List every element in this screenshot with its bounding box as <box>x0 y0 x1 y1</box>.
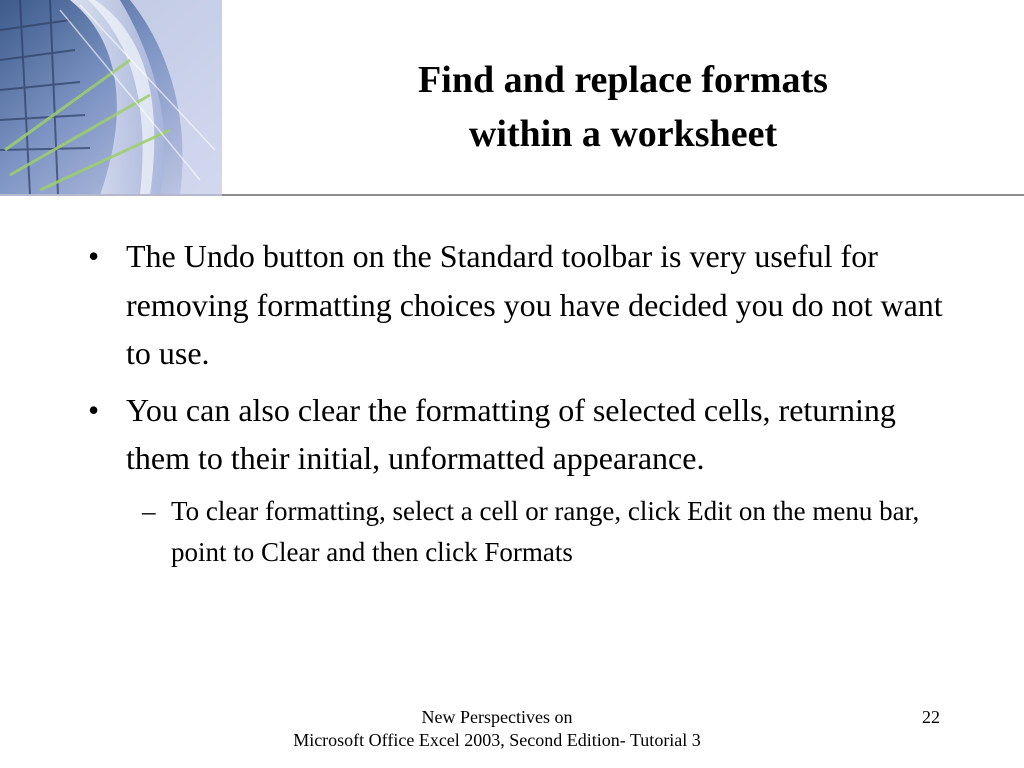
sub-bullet-marker: – <box>142 495 156 526</box>
bullet-text: You can also clear the formatting of selected cells, returning them to their initial, unformatted appearance. <box>126 391 896 476</box>
header-architecture-image <box>0 0 222 195</box>
header-divider-left <box>0 194 222 196</box>
bullet-marker: • <box>88 238 100 274</box>
page-number: 22 <box>922 707 940 727</box>
footer-line-2: Microsoft Office Excel 2003, Second Edition- Tutorial 3 <box>293 730 701 750</box>
footer-text <box>232 706 762 752</box>
slide-title <box>418 35 828 161</box>
slide-body <box>80 232 960 573</box>
footer-line-1: New Perspectives on <box>421 707 573 727</box>
sub-bullet-text: To clear formatting, select a cell or range, click Edit on the menu bar, point to Clear and then click Formats <box>171 495 920 567</box>
bullet-marker: • <box>88 391 100 428</box>
sub-bullet-item <box>80 491 960 573</box>
header-divider <box>222 194 1024 196</box>
bullet-item <box>80 232 960 378</box>
slide-title-line-1: Find and replace formats <box>418 58 828 101</box>
bullet-item <box>80 386 960 483</box>
bullet-text: The Undo button on the Standard toolbar is very useful for removing formatting choices you have decided you do not want to use. <box>126 238 943 371</box>
title-area <box>222 0 1024 195</box>
slide-title-line-2: within a worksheet <box>468 112 778 155</box>
